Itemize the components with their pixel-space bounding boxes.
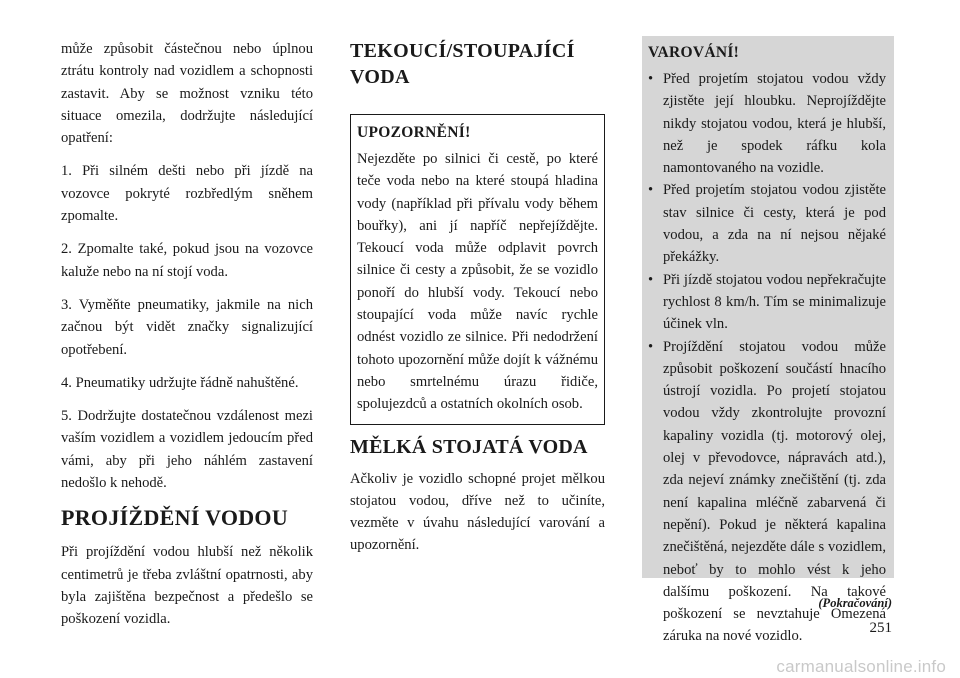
warning-list: [648, 68, 886, 648]
warning-item-text: Před projetím stojatou vodou vždy zjistěte její hloubku. Neprojíždějte nikdy stojatou vodou, která je hlubší, než je spodek ráfku kola namontovaného na vozidle.: [663, 71, 886, 177]
warning-item-text: Projíždění stojatou vodou může způsobit poškození součástí hnacího ústrojí vozidla. Po projetí stojatou vodou vždy zkontrolujte provozní kapaliny vozidla (tj. motorový olej, olej v převodovce, nápravách atd.), zda nejeví známky znečištění (tj. zda není kapalina mléčně zabarvená či nepění). Pokud je některá kapalina znečištěná, nejezděte dále s vozidlem, neboť by to mohlo vést k jeho dalšímu poškození. Na takové poškození se nevztahuje Omezená záruka na nové vozidlo.: [663, 338, 886, 645]
watermark: carmanualsonline.info: [776, 657, 946, 676]
warning-item: [648, 269, 886, 336]
step-5: 5. Dodržujte dostatečnou vzdálenost mezi vaším vozidlem a vozidlem jedoucím před vámi, aby při jeho náhlém zastavení nedošlo k nehodě.: [61, 408, 313, 492]
step-1: 1. Při silném dešti nebo při jízdě na vozovce pokryté rozbředlým sněhem zpomalte.: [61, 163, 313, 225]
warning-title: VAROVÁNÍ!: [648, 44, 740, 61]
warning-item-text: Před projetím stojatou vodou zjistěte stav silnice či cesty, která je pod vodou, a zda na ní nejsou nějaké překážky.: [663, 182, 886, 266]
left-column: [61, 38, 313, 642]
bullet-icon: •: [648, 71, 654, 87]
warning-item-text: Při jízdě stojatou vodou nepřekračujte rychlost 8 km/h. Tím se minimalizuje účinek vln.: [663, 271, 886, 333]
warning-item: [648, 68, 886, 179]
bullet-icon: •: [648, 338, 654, 355]
middle-column: [350, 38, 605, 568]
water-crossing-paragraph: Při projíždění vodou hlubší než několik centimetrů je třeba zvláštní opatrnosti, aby byla zajištěna bezpečnost a předešlo se poškození vozidla.: [61, 544, 313, 628]
page-number: 251: [869, 620, 892, 636]
step-3: 3. Vyměňte pneumatiky, jakmile na nich začnou být vidět značky signalizující opotřebení.: [61, 296, 313, 358]
bullet-icon: •: [648, 271, 654, 288]
step-2: 2. Zpomalte také, pokud jsou na vozovce kaluže nebo na ní stojí voda.: [61, 241, 313, 280]
intro-paragraph: může způsobit částečnou nebo úplnou ztrátu kontroly nad vozidlem a schopnosti zastavit. Aby se možnost vzniku této situace omezila, dodržujte následující opatření:: [61, 41, 313, 147]
section-heading-flowing-water: TEKOUCÍ/STOUPAJÍCÍ VODA: [350, 40, 575, 88]
shallow-water-paragraph: Ačkoliv je vozidlo schopné projet mělkou stojatou vodou, dříve než to učiníte, vezměte v úvahu následující varování a upozornění.: [350, 470, 605, 554]
bullet-icon: •: [648, 182, 654, 199]
caution-text: Nejezděte po silnici či cestě, po které teče voda nebo na které stoupá hladina vody (například při přívalu vody během bouřky), ani jí napříč nepřejíždějte. Tekoucí voda může odplavit povrch silnice či cesty a způsobit, že se vozidlo ponoří do hlubší vody. Tekoucí nebo stoupající voda může navíc rychle odnést vozidlo ze silnice. Při nedodržení tohoto upozornění může dojít k vážnému nebo smrtelnému úrazu řidiče, spolujezdců a ostatních okolních osob.: [357, 151, 598, 413]
caution-box: [350, 114, 605, 425]
section-heading-shallow-water: MĚLKÁ STOJATÁ VODA: [350, 435, 588, 458]
step-4: 4. Pneumatiky udržujte řádně nahuštěné.: [61, 374, 299, 391]
continued-label: (Pokračování): [818, 596, 892, 610]
caution-title: UPOZORNĚNÍ!: [357, 124, 471, 141]
warning-item: [648, 179, 886, 268]
section-heading-water-crossing: PROJÍŽDĚNÍ VODOU: [61, 505, 289, 531]
